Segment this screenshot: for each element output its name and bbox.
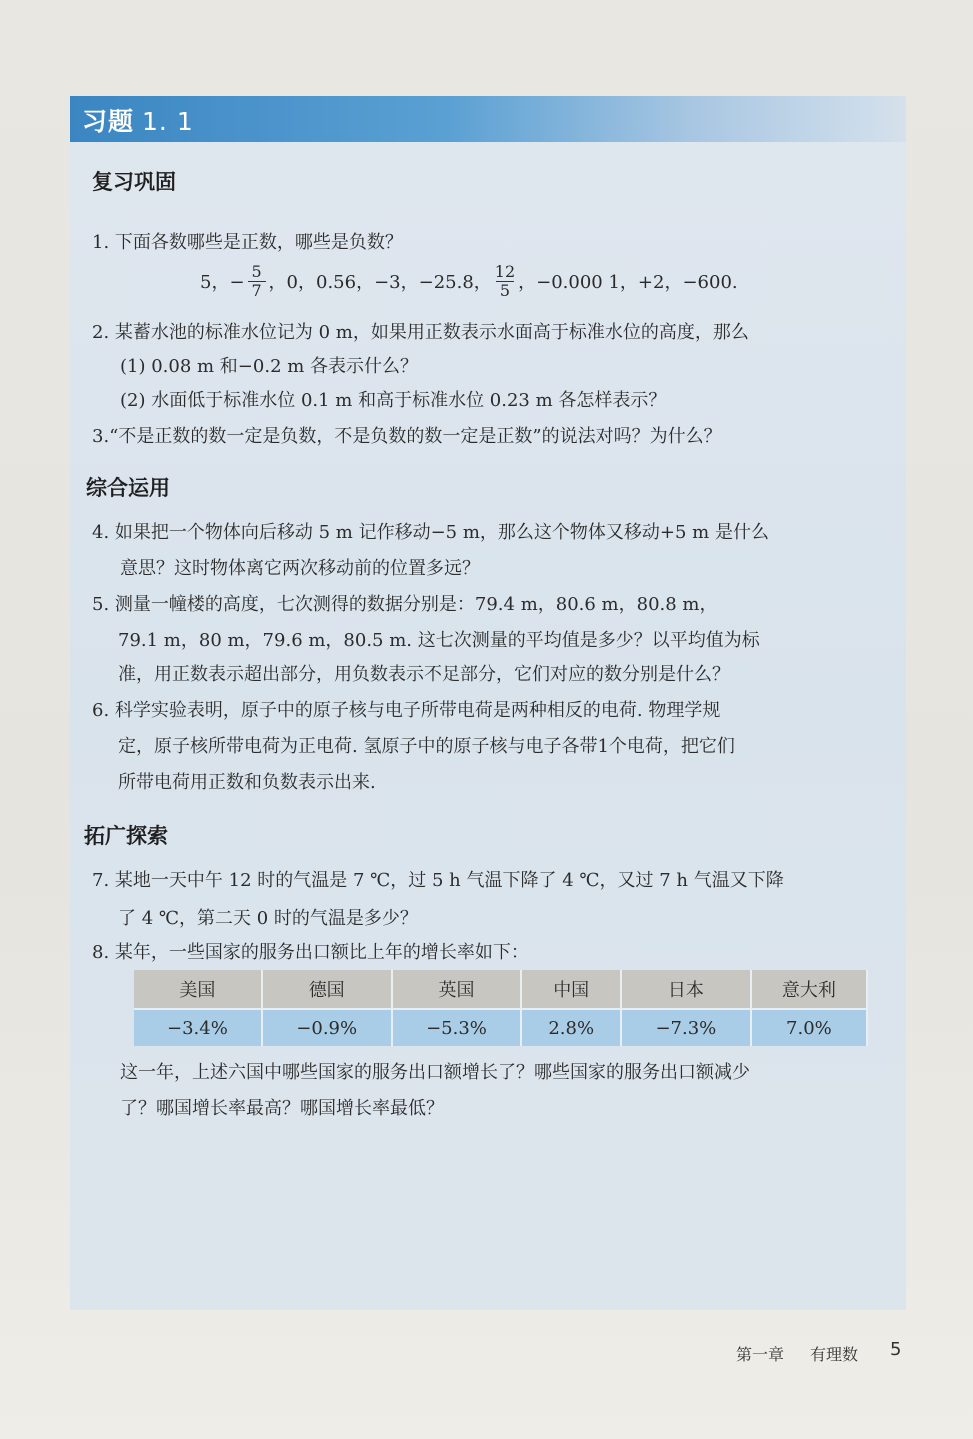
title-bar	[70, 96, 906, 142]
table-header-cell: 日本	[621, 970, 751, 1009]
fraction-12-5	[495, 263, 515, 300]
q7-line2: 了 4 ℃，第二天 0 时的气温是多少？	[118, 908, 418, 929]
q4-line1: 4. 如果把一个物体向后移动 5 m 记作移动−5 m，那么这个物体又移动+5 m 是什么	[92, 522, 769, 543]
frac1-numerator: 5	[251, 261, 262, 281]
table-value-cell: −7.3%	[621, 1009, 751, 1046]
q3-line1: 3.“不是正数的数一定是负数，不是负数的数一定是正数”的说法对吗？为什么？	[92, 426, 722, 447]
table-value-row	[134, 1009, 867, 1046]
frac2-denominator: 5	[499, 280, 511, 300]
q6-line3: 所带电荷用正数和负数表示出来.	[118, 772, 376, 793]
section-review: 复习巩固	[92, 170, 176, 194]
q1-list-part-a: 5，−	[200, 272, 245, 293]
q6-line2: 定，原子核所带电荷为正电荷. 氢原子中的原子核与电子各带1个电荷，把它们	[118, 736, 735, 757]
table-header-cell: 英国	[392, 970, 522, 1009]
frac1-denominator: 7	[251, 280, 262, 300]
q1-list-part-b: ，0，0.56，−3，−25.8，	[268, 272, 492, 293]
table-value-cell: 7.0%	[751, 1009, 867, 1046]
frac2-numerator: 12	[494, 261, 516, 281]
section-explore: 拓广探索	[84, 824, 168, 848]
q2-line2: (1) 0.08 m 和−0.2 m 各表示什么？	[120, 356, 419, 377]
q8-line1: 8. 某年，一些国家的服务出口额比上年的增长率如下：	[92, 942, 529, 963]
page-number: 5	[890, 1339, 902, 1360]
footer-chapter: 第一章	[736, 1345, 785, 1364]
q8-after-line1: 这一年，上述六国中哪些国家的服务出口额增长了？哪些国家的服务出口额减少	[120, 1062, 750, 1083]
section-apply: 综合运用	[86, 476, 170, 500]
title-label: 习题	[82, 107, 135, 136]
q7-line1: 7. 某地一天中午 12 时的气温是 7 ℃，过 5 h 气温下降了 4 ℃，又过 7 h 气温又下降	[92, 870, 784, 891]
q2-line1: 2. 某蓄水池的标准水位记为 0 m，如果用正数表示水面高于标准水位的高度，那么	[92, 322, 749, 343]
table-header-cell: 中国	[521, 970, 621, 1009]
q5-line1: 5. 测量一幢楼的高度，七次测得的数据分别是：79.4 m，80.6 m，80.8 m，	[92, 594, 718, 615]
q1-text: 1. 下面各数哪些是正数，哪些是负数？	[92, 232, 403, 253]
table-header-row	[134, 970, 867, 1009]
q2-line3: (2) 水面低于标准水位 0.1 m 和高于标准水位 0.23 m 各怎样表示？	[120, 390, 667, 411]
table-header-cell: 德国	[262, 970, 392, 1009]
q1-number-list	[200, 258, 738, 304]
exercise-title	[82, 102, 194, 138]
table-header-cell: 意大利	[751, 970, 867, 1009]
q4-line2: 意思？这时物体离它两次移动前的位置多远？	[120, 558, 480, 579]
table-value-cell: −5.3%	[392, 1009, 522, 1046]
growth-rate-table	[134, 970, 868, 1046]
title-number: 1. 1	[142, 107, 194, 136]
q5-line2: 79.1 m，80 m，79.6 m，80.5 m. 这七次测量的平均值是多少？以平均值为标	[118, 630, 760, 651]
table-value-cell: −0.9%	[262, 1009, 392, 1046]
fraction-5-7	[248, 263, 266, 300]
table-header-cell: 美国	[134, 970, 262, 1009]
q6-line1: 6. 科学实验表明，原子中的原子核与电子所带电荷是两种相反的电荷. 物理学规	[92, 700, 721, 721]
q1-list-part-c: ，−0.000 1，+2，−600.	[518, 272, 738, 293]
table-value-cell: 2.8%	[521, 1009, 621, 1046]
footer-chapter-name: 有理数	[810, 1345, 859, 1364]
table-value-cell: −3.4%	[134, 1009, 262, 1046]
q8-after-line2: 了？哪国增长率最高？哪国增长率最低？	[120, 1098, 444, 1119]
q5-line3: 准，用正数表示超出部分，用负数表示不足部分，它们对应的数分别是什么？	[118, 664, 730, 685]
